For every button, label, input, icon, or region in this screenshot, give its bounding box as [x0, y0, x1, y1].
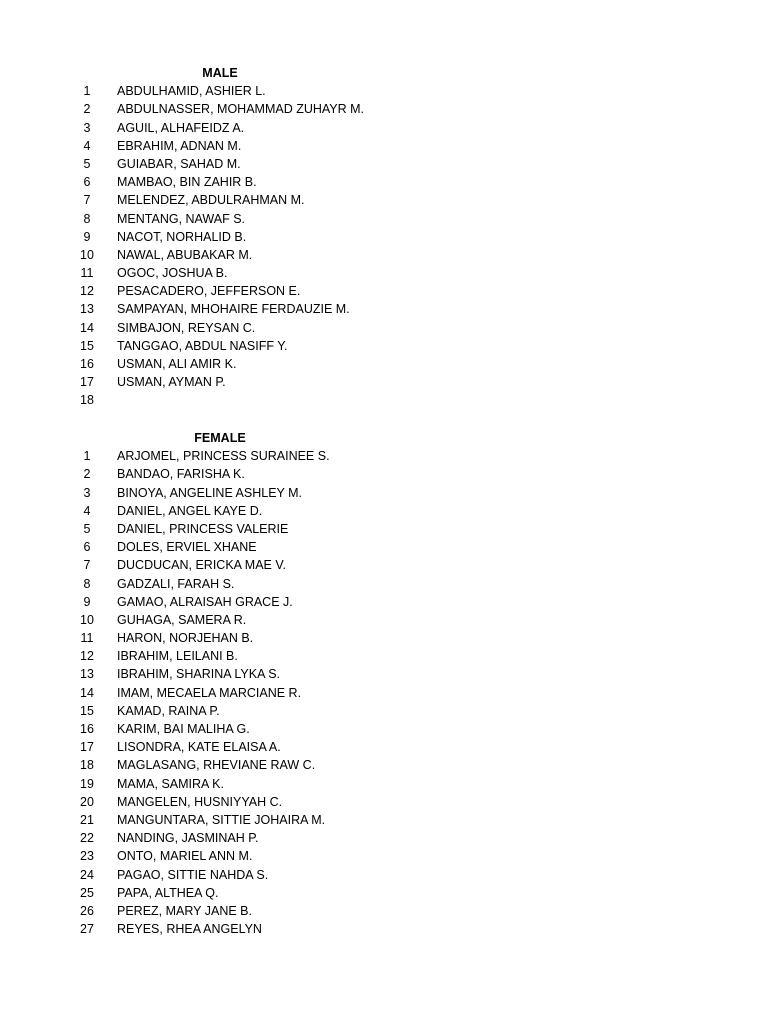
- row-number: 5: [83, 156, 91, 171]
- student-name: KAMAD, RAINA P.: [117, 703, 220, 718]
- student-name: MANGUNTARA, SITTIE JOHAIRA M.: [117, 812, 326, 827]
- student-name: NACOT, NORHALID B.: [117, 229, 247, 244]
- row-number: 11: [80, 631, 94, 646]
- row-number: 4: [83, 138, 91, 153]
- row-number: 7: [83, 558, 91, 573]
- student-name: EBRAHIM, ADNAN M.: [117, 138, 242, 153]
- row-number: 7: [83, 193, 91, 208]
- list-item: [0, 119, 768, 137]
- student-name: TANGGAO, ABDUL NASIFF Y.: [117, 338, 288, 353]
- row-number: 2: [83, 102, 91, 117]
- student-name: ABDULNASSER, MOHAMMAD ZUHAYR M.: [117, 102, 365, 117]
- row-number: 12: [80, 284, 94, 299]
- list-item: [0, 702, 768, 720]
- row-number: 23: [80, 849, 94, 864]
- list-item: [0, 793, 768, 811]
- student-name: USMAN, AYMAN P.: [117, 375, 226, 390]
- list-item: [0, 720, 768, 738]
- student-name: PAPA, ALTHEA Q.: [117, 885, 219, 900]
- list-item: [0, 173, 768, 191]
- student-name: USMAN, ALI AMIR K.: [117, 357, 237, 371]
- list-item: [0, 520, 768, 538]
- student-name: DOLES, ERVIEL XHANE: [117, 540, 257, 555]
- row-number: 10: [80, 247, 94, 262]
- list-item: [0, 282, 768, 300]
- row-number: 13: [80, 667, 94, 682]
- student-name: ABDULHAMID, ASHIER L.: [117, 84, 266, 99]
- row-number: 21: [80, 812, 94, 827]
- list-item: [0, 829, 768, 847]
- female-heading: FEMALE: [194, 431, 246, 445]
- student-name: MAGLASANG, RHEVIANE RAW C.: [117, 758, 316, 773]
- row-number: 6: [83, 175, 91, 190]
- row-number: 1: [83, 84, 91, 99]
- student-name: GUIABAR, SAHAD M.: [117, 156, 241, 171]
- list-item: [0, 264, 768, 282]
- list-item: [0, 902, 768, 920]
- student-name: LISONDRA, KATE ELAISA A.: [117, 740, 281, 755]
- row-number: 24: [80, 867, 94, 882]
- list-item: [0, 319, 768, 337]
- list-item: [0, 629, 768, 647]
- student-name: REYES, RHEA ANGELYN: [117, 922, 262, 937]
- row-number: 10: [80, 612, 94, 627]
- student-name: IMAM, MECAELA MARCIANE R.: [117, 685, 302, 700]
- row-number: 15: [80, 338, 94, 353]
- list-item: [0, 137, 768, 155]
- list-item: [0, 538, 768, 556]
- student-name: PAGAO, SITTIE NAHDA S.: [117, 867, 269, 882]
- student-name: GUHAGA, SAMERA R.: [117, 612, 247, 627]
- student-name: GADZALI, FARAH S.: [117, 576, 235, 591]
- list-item: [0, 847, 768, 865]
- list-item: [0, 391, 768, 409]
- row-number: 1: [83, 449, 91, 464]
- student-name: PEREZ, MARY JANE B.: [117, 903, 252, 918]
- list-item: [0, 611, 768, 629]
- row-number: 9: [83, 594, 91, 609]
- student-name: PESACADERO, JEFFERSON E.: [117, 284, 301, 299]
- row-number: 6: [83, 540, 91, 555]
- list-item: [0, 337, 768, 355]
- list-item: [0, 300, 768, 318]
- student-name: KARIM, BAI MALIHA G.: [117, 722, 250, 736]
- list-item: [0, 246, 768, 264]
- list-item: [0, 100, 768, 118]
- male-list: [0, 82, 768, 409]
- row-number: 26: [80, 903, 94, 918]
- student-name: GAMAO, ALRAISAH GRACE J.: [117, 594, 293, 609]
- female-list: [0, 447, 768, 938]
- student-name: MAMBAO, BIN ZAHIR B.: [117, 175, 257, 190]
- student-name: MENTANG, NAWAF S.: [117, 211, 246, 226]
- student-name: NAWAL, ABUBAKAR M.: [117, 247, 253, 262]
- list-item: [0, 756, 768, 774]
- student-name: DANIEL, PRINCESS VALERIE: [117, 521, 289, 536]
- list-item: [0, 884, 768, 902]
- list-item: [0, 373, 768, 391]
- row-number: 9: [83, 229, 91, 244]
- student-name: BINOYA, ANGELINE ASHLEY M.: [117, 485, 303, 500]
- student-name: IBRAHIM, SHARINA LYKA S.: [117, 667, 281, 682]
- student-name: MAMA, SAMIRA K.: [117, 776, 224, 791]
- row-number: 20: [80, 794, 94, 809]
- row-number: 8: [83, 211, 91, 226]
- row-number: 18: [80, 393, 94, 408]
- row-number: 4: [83, 503, 91, 518]
- list-item: [0, 866, 768, 884]
- student-name: DUCDUCAN, ERICKA MAE V.: [117, 558, 287, 573]
- row-number: 13: [80, 302, 94, 317]
- list-item: [0, 811, 768, 829]
- student-name: AGUIL, ALHAFEIDZ A.: [117, 120, 245, 135]
- row-number: 17: [80, 375, 94, 390]
- row-number: 18: [80, 758, 94, 773]
- list-item: [0, 684, 768, 702]
- student-name: NANDING, JASMINAH P.: [117, 831, 259, 846]
- list-item: [0, 775, 768, 793]
- row-number: 14: [80, 320, 94, 335]
- student-name: HARON, NORJEHAN B.: [117, 631, 254, 646]
- row-number: 8: [83, 576, 91, 591]
- row-number: 22: [80, 831, 94, 846]
- list-item: [0, 355, 768, 373]
- row-number: 12: [80, 649, 94, 664]
- row-number: 27: [80, 922, 94, 937]
- row-number: 19: [80, 776, 94, 791]
- list-item: [0, 210, 768, 228]
- student-name: OGOC, JOSHUA B.: [117, 266, 228, 281]
- row-number: 16: [80, 722, 94, 736]
- student-name: SIMBAJON, REYSAN C.: [117, 320, 256, 335]
- student-name: ONTO, MARIEL ANN M.: [117, 849, 253, 864]
- list-item: [0, 447, 768, 465]
- student-name: MELENDEZ, ABDULRAHMAN M.: [117, 193, 305, 208]
- list-item: [0, 920, 768, 938]
- row-number: 3: [83, 485, 91, 500]
- student-name: SAMPAYAN, MHOHAIRE FERDAUZIE M.: [117, 302, 350, 317]
- list-item: [0, 191, 768, 209]
- row-number: 14: [80, 685, 94, 700]
- student-name: DANIEL, ANGEL KAYE D.: [117, 503, 263, 518]
- list-item: [0, 593, 768, 611]
- row-number: 11: [80, 266, 94, 281]
- list-item: [0, 228, 768, 246]
- student-name: ARJOMEL, PRINCESS SURAINEE S.: [117, 449, 330, 464]
- list-item: [0, 155, 768, 173]
- row-number: 16: [80, 357, 94, 371]
- row-number: 3: [83, 120, 91, 135]
- list-item: [0, 738, 768, 756]
- row-number: 25: [80, 885, 94, 900]
- row-number: 2: [83, 467, 91, 482]
- list-item: [0, 502, 768, 520]
- student-name: MANGELEN, HUSNIYYAH C.: [117, 794, 283, 809]
- student-name: IBRAHIM, LEILANI B.: [117, 649, 238, 664]
- row-number: 17: [80, 740, 94, 755]
- male-heading: MALE: [202, 66, 238, 80]
- student-name: BANDAO, FARISHA K.: [117, 467, 245, 482]
- list-item: [0, 82, 768, 100]
- list-item: [0, 484, 768, 502]
- list-item: [0, 465, 768, 483]
- row-number: 5: [83, 521, 91, 536]
- list-item: [0, 575, 768, 593]
- list-item: [0, 556, 768, 574]
- list-item: [0, 647, 768, 665]
- row-number: 15: [80, 703, 94, 718]
- list-item: [0, 665, 768, 683]
